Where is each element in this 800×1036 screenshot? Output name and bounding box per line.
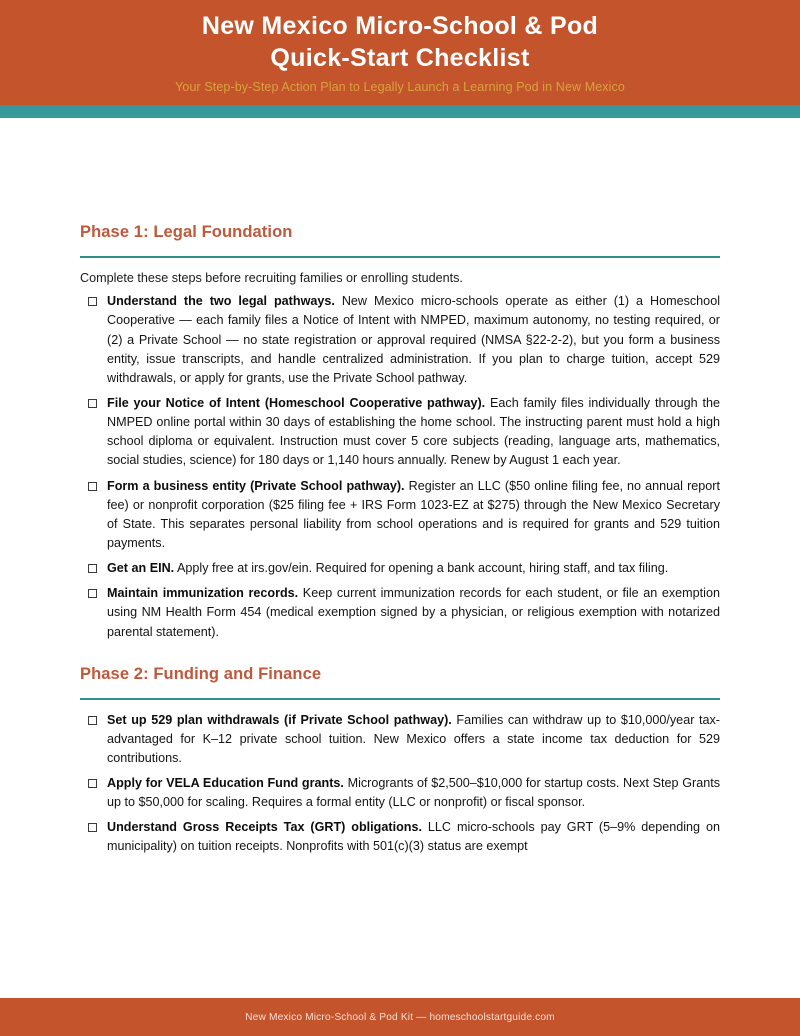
checkbox-icon[interactable] <box>88 482 97 491</box>
checklist-item-body: Register an LLC ($50 online filing fee, no annual report fee) or nonprofit corporation ($25 filing fee + IRS Form 1023-EZ at $275) through the New Mexico Secretary of State. This separates personal liability from school operations and is required for grants and 529 tuition payments. <box>107 478 720 550</box>
checklist-item-text <box>107 818 720 856</box>
checklist-item-body: Apply free at irs.gov/ein. Required for opening a bank account, hiring staff, and tax filing. <box>174 561 669 576</box>
footer-text: New Mexico Micro-School & Pod Kit — homeschoolstartguide.com <box>245 1011 555 1023</box>
phase-section <box>80 665 720 857</box>
checklist-item-body: Keep current immunization records for each student, or file an exemption using NM Health Form 454 (medical exemption signed by a physician, or religious exemption with notarized parental statement). <box>107 586 720 639</box>
checklist-item[interactable] <box>80 774 720 812</box>
checklist-item-body: LLC micro-schools pay GRT (5–9% depending on municipality) on tuition receipts. Nonprofits with 501(c)(3) status are exempt <box>107 820 720 854</box>
checkbox-icon[interactable] <box>88 823 97 832</box>
checklist <box>80 711 720 857</box>
checkbox-icon[interactable] <box>88 716 97 725</box>
checkbox-icon[interactable] <box>88 589 97 598</box>
checklist-item-lead: Apply for VELA Education Fund grants. <box>107 776 344 791</box>
checklist-item-body: Microgrants of $2,500–$10,000 for startup costs. Next Step Grants up to $50,000 for scaling. Requires a formal entity (LLC or nonprofit) or fiscal sponsor. <box>107 776 720 810</box>
phase-intro-text: Complete these steps before recruiting families or enrolling students. <box>80 271 463 285</box>
page-title-line-2: Quick-Start Checklist <box>270 44 530 72</box>
page-title-line-1: New Mexico Micro-School & Pod <box>201 12 599 40</box>
checklist-item-text <box>107 394 720 471</box>
checklist-item[interactable] <box>80 559 720 578</box>
page-title <box>0 10 800 74</box>
checklist-item[interactable] <box>80 477 720 554</box>
document-footer <box>0 998 800 1036</box>
checkbox-icon[interactable] <box>88 399 97 408</box>
phase-container <box>80 223 720 857</box>
checklist-item-body: Each family files individually through the NMPED online portal within 30 days of establishing the home school. The instructing parent must hold a high school diploma or equivalent. Instruction must cover 5 core subjects (reading, language arts, mathematics, social studies, science) for 180 days or 1,140 hours annually. Renew by August 1 each year. <box>107 395 721 468</box>
checklist <box>80 292 720 641</box>
checklist-item-body: New Mexico micro-schools operate as either (1) a Homeschool Cooperative — each family files a Notice of Intent with NMPED, maximum autonomy, no testing required, or (2) a Private School — no state registration or approval required (NMSA §22-2-2), but you form a business entity, issue transcripts, and handle centralized administration. If you plan to charge tuition, accept 529 withdrawals, or apply for grants, use the Private School pathway. <box>107 294 720 385</box>
header-accent-band <box>0 105 800 118</box>
checklist-item-text <box>107 477 720 554</box>
checklist-item[interactable] <box>80 818 720 856</box>
checklist-item-lead: Set up 529 plan withdrawals (if Private School pathway). <box>107 712 452 727</box>
phase-spacer <box>80 648 720 665</box>
checklist-item-text <box>107 774 720 812</box>
checklist-item-text <box>107 711 720 768</box>
phase-title: Phase 1: Legal Foundation <box>80 223 293 241</box>
checklist-item-text <box>107 292 720 388</box>
checklist-item-text <box>107 584 720 641</box>
checklist-item-lead: File your Notice of Intent (Homeschool Cooperative pathway). <box>107 395 486 410</box>
checklist-item[interactable] <box>80 584 720 641</box>
checklist-item-lead: Form a business entity (Private School pathway). <box>107 478 405 493</box>
checklist-item-lead: Understand the two legal pathways. <box>107 294 335 309</box>
document-header <box>0 0 800 105</box>
checklist-item-lead: Understand Gross Receipts Tax (GRT) obligations. <box>107 820 422 835</box>
checklist-item-text <box>107 559 720 578</box>
phase-divider <box>80 256 720 258</box>
checklist-item-body: Families can withdraw up to $10,000/year tax-advantaged for K–12 private school tuition. New Mexico offers a state income tax deduction for 529 contributions. <box>107 712 720 765</box>
phase-divider <box>80 698 720 700</box>
checklist-item[interactable] <box>80 711 720 768</box>
content-top-spacer <box>80 118 720 223</box>
checkbox-icon[interactable] <box>88 564 97 573</box>
checkbox-icon[interactable] <box>88 779 97 788</box>
page-subtitle: Your Step-by-Step Action Plan to Legally Launch a Learning Pod in New Mexico <box>175 80 625 94</box>
phase-title: Phase 2: Funding and Finance <box>80 664 322 683</box>
checklist-item[interactable] <box>80 292 720 388</box>
document-body <box>0 118 800 857</box>
checklist-item-lead: Get an EIN. <box>107 561 175 576</box>
phase-section <box>80 223 720 642</box>
checkbox-icon[interactable] <box>88 297 97 306</box>
checklist-item-lead: Maintain immunization records. <box>107 586 299 601</box>
checklist-item[interactable] <box>80 394 720 471</box>
